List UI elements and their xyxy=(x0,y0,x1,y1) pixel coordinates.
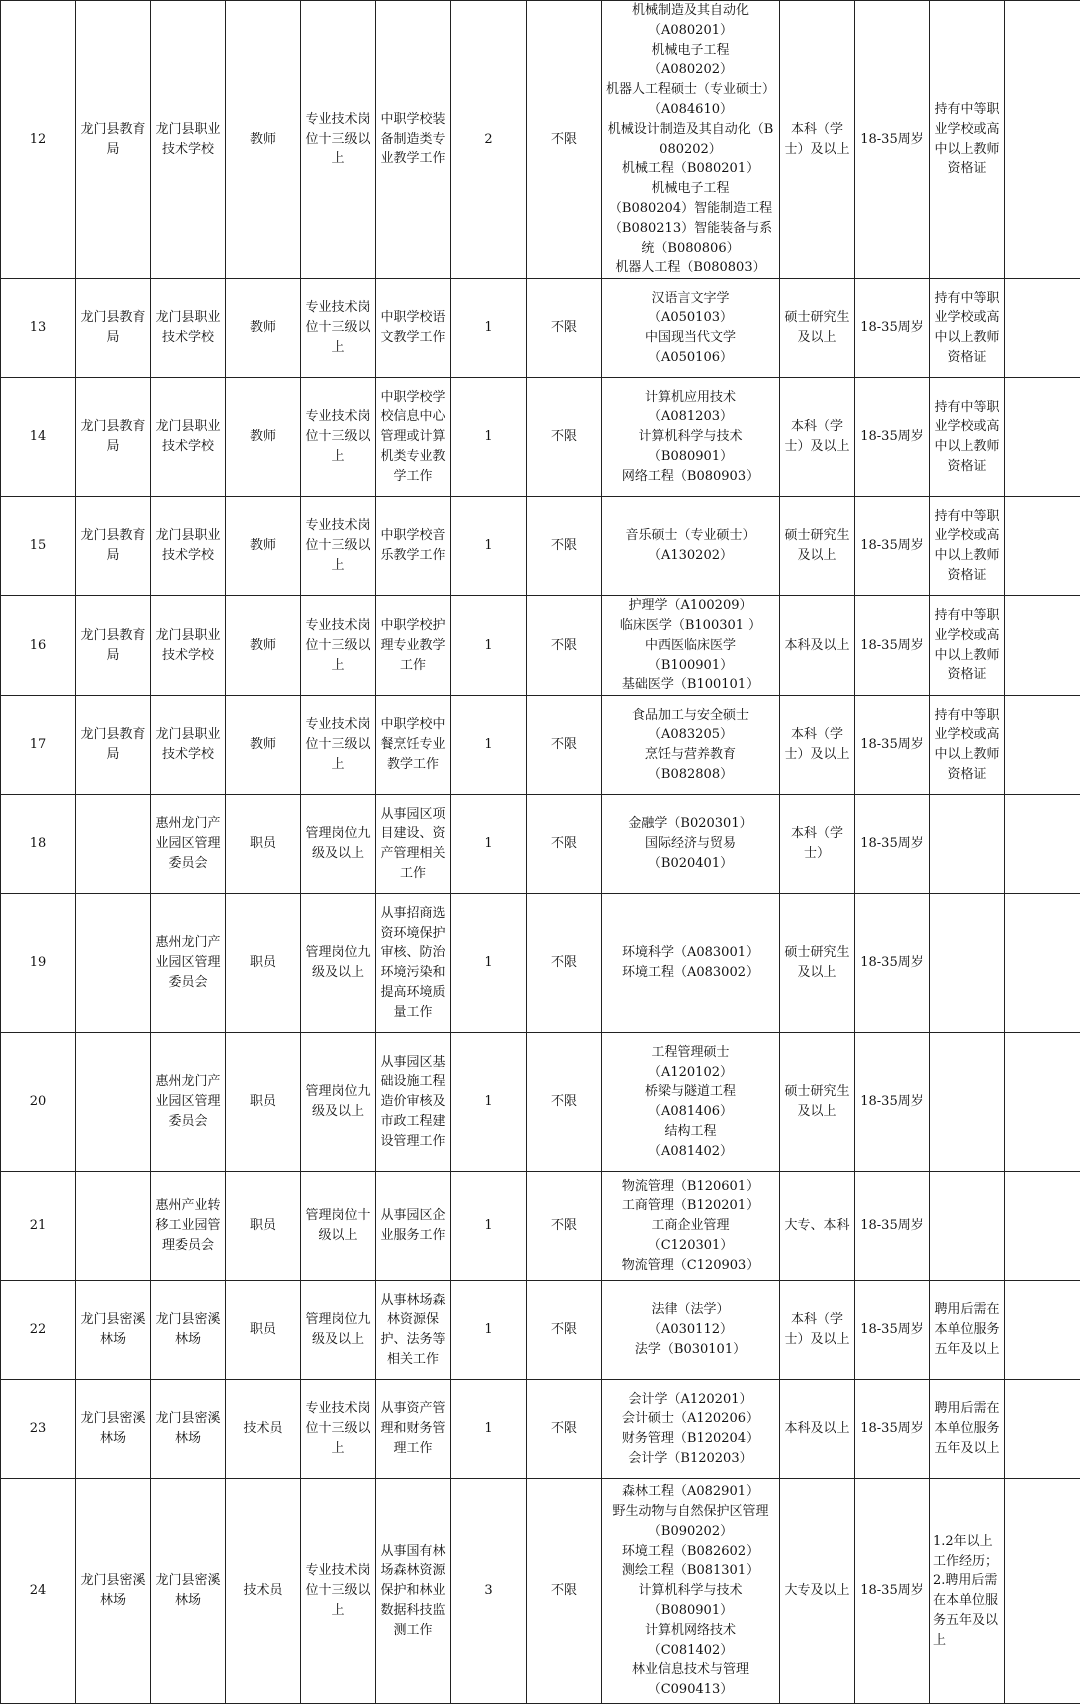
hiring-unit: 龙门县职业技术学校 xyxy=(151,696,226,795)
hiring-unit: 龙门县密溪林场 xyxy=(151,1479,226,1704)
hiring-department: 龙门县教育局 xyxy=(76,596,151,696)
other-requirement: 1.2年以上工作经历； 2.聘用后需在本单位服务五年及以上 xyxy=(930,1479,1005,1704)
recruit-scope: 不限 xyxy=(527,596,602,696)
recruit-scope: 不限 xyxy=(527,1033,602,1172)
blank-cell xyxy=(1005,497,1080,596)
major-requirement: 机械制造及其自动化 （A080201） 机械电子工程 （A080202） 机器人工程硕士（专业硕士）（A084610） 机械设计制造及其自动化（B080202） 机械工程（B080201） 机械电子工程 （B080204）智能制造工程（B080213）智能装备与系统（B080806） 机器人工程（B080803） xyxy=(602,1,780,279)
blank-cell xyxy=(1005,1479,1080,1704)
position-type: 职员 xyxy=(226,795,301,894)
seq-number: 12 xyxy=(1,1,76,279)
blank-cell xyxy=(1005,894,1080,1033)
age-requirement: 18-35周岁 xyxy=(855,279,930,378)
hiring-department xyxy=(76,1172,151,1281)
position-level: 管理岗位九级及以上 xyxy=(301,894,376,1033)
hiring-unit: 龙门县职业技术学校 xyxy=(151,497,226,596)
hiring-department: 龙门县教育局 xyxy=(76,279,151,378)
table-row xyxy=(1,1,1080,279)
position-type: 教师 xyxy=(226,696,301,795)
table-body xyxy=(1,1,1080,1704)
age-requirement: 18-35周岁 xyxy=(855,1172,930,1281)
position-type: 教师 xyxy=(226,596,301,696)
job-duty: 从事林场森林资源保护、法务等相关工作 xyxy=(376,1281,451,1380)
major-requirement: 法律（法学） （A030112） 法学（B030101） xyxy=(602,1281,780,1380)
hiring-unit: 龙门县职业技术学校 xyxy=(151,378,226,497)
seq-number: 22 xyxy=(1,1281,76,1380)
table-row xyxy=(1,1033,1080,1172)
position-type: 教师 xyxy=(226,1,301,279)
blank-cell xyxy=(1005,378,1080,497)
hiring-department xyxy=(76,795,151,894)
seq-number: 15 xyxy=(1,497,76,596)
blank-cell xyxy=(1005,696,1080,795)
hiring-unit: 惠州龙门产业园区管理委员会 xyxy=(151,894,226,1033)
position-level: 管理岗位九级及以上 xyxy=(301,795,376,894)
other-requirement xyxy=(930,1172,1005,1281)
hiring-unit: 惠州产业转移工业园管理委员会 xyxy=(151,1172,226,1281)
table-row xyxy=(1,279,1080,378)
age-requirement: 18-35周岁 xyxy=(855,1033,930,1172)
other-requirement: 持有中等职业学校或高中以上教师资格证 xyxy=(930,497,1005,596)
hiring-department: 龙门县教育局 xyxy=(76,497,151,596)
hiring-unit: 龙门县密溪林场 xyxy=(151,1380,226,1479)
education-requirement: 硕士研究生及以上 xyxy=(780,279,855,378)
headcount: 1 xyxy=(451,279,527,378)
age-requirement: 18-35周岁 xyxy=(855,1380,930,1479)
major-requirement: 物流管理（B120601） 工商管理（B120201） 工商企业管理 （C120301） 物流管理（C120903） xyxy=(602,1172,780,1281)
hiring-department: 龙门县教育局 xyxy=(76,696,151,795)
other-requirement xyxy=(930,1033,1005,1172)
seq-number: 21 xyxy=(1,1172,76,1281)
position-level: 专业技术岗位十三级以上 xyxy=(301,1,376,279)
position-type: 教师 xyxy=(226,497,301,596)
education-requirement: 硕士研究生及以上 xyxy=(780,894,855,1033)
recruit-scope: 不限 xyxy=(527,1,602,279)
hiring-unit: 龙门县职业技术学校 xyxy=(151,1,226,279)
position-level: 专业技术岗位十三级以上 xyxy=(301,279,376,378)
major-requirement: 金融学（B020301） 国际经济与贸易 （B020401） xyxy=(602,795,780,894)
recruit-scope: 不限 xyxy=(527,497,602,596)
education-requirement: 本科（学士） xyxy=(780,795,855,894)
age-requirement: 18-35周岁 xyxy=(855,497,930,596)
major-requirement: 计算机应用技术 （A081203） 计算机科学与技术 （B080901） 网络工程（B080903） xyxy=(602,378,780,497)
hiring-unit: 龙门县密溪林场 xyxy=(151,1281,226,1380)
blank-cell xyxy=(1005,795,1080,894)
age-requirement: 18-35周岁 xyxy=(855,1281,930,1380)
position-level: 管理岗位九级及以上 xyxy=(301,1281,376,1380)
other-requirement: 持有中等职业学校或高中以上教师资格证 xyxy=(930,279,1005,378)
job-duty: 从事招商选资环境保护审核、防治环境污染和提高环境质量工作 xyxy=(376,894,451,1033)
hiring-department: 龙门县教育局 xyxy=(76,378,151,497)
hiring-department xyxy=(76,1033,151,1172)
headcount: 1 xyxy=(451,596,527,696)
blank-cell xyxy=(1005,279,1080,378)
recruit-scope: 不限 xyxy=(527,1172,602,1281)
recruit-scope: 不限 xyxy=(527,795,602,894)
education-requirement: 大专、本科 xyxy=(780,1172,855,1281)
table-row xyxy=(1,1479,1080,1704)
other-requirement: 持有中等职业学校或高中以上教师资格证 xyxy=(930,596,1005,696)
other-requirement: 聘用后需在本单位服务五年及以上 xyxy=(930,1380,1005,1479)
headcount: 1 xyxy=(451,1281,527,1380)
major-requirement: 会计学（A120201） 会计硕士（A120206） 财务管理（B120204） 会计学（B120203） xyxy=(602,1380,780,1479)
age-requirement: 18-35周岁 xyxy=(855,894,930,1033)
seq-number: 23 xyxy=(1,1380,76,1479)
other-requirement: 持有中等职业学校或高中以上教师资格证 xyxy=(930,696,1005,795)
recruit-scope: 不限 xyxy=(527,279,602,378)
recruit-scope: 不限 xyxy=(527,894,602,1033)
blank-cell xyxy=(1005,1380,1080,1479)
recruit-scope: 不限 xyxy=(527,696,602,795)
table-row xyxy=(1,1172,1080,1281)
headcount: 1 xyxy=(451,1033,527,1172)
other-requirement: 持有中等职业学校或高中以上教师资格证 xyxy=(930,1,1005,279)
table-row xyxy=(1,795,1080,894)
hiring-unit: 龙门县职业技术学校 xyxy=(151,279,226,378)
other-requirement xyxy=(930,894,1005,1033)
major-requirement: 工程管理硕士 （A120102） 桥梁与隧道工程 （A081406） 结构工程 （A081402） xyxy=(602,1033,780,1172)
position-level: 专业技术岗位十三级以上 xyxy=(301,497,376,596)
job-duty: 从事园区项目建设、资产管理相关工作 xyxy=(376,795,451,894)
hiring-department: 龙门县密溪林场 xyxy=(76,1281,151,1380)
position-type: 教师 xyxy=(226,279,301,378)
job-duty: 从事园区基础设施工程造价审核及市政工程建设管理工作 xyxy=(376,1033,451,1172)
seq-number: 18 xyxy=(1,795,76,894)
age-requirement: 18-35周岁 xyxy=(855,1,930,279)
age-requirement: 18-35周岁 xyxy=(855,696,930,795)
position-type: 职员 xyxy=(226,1281,301,1380)
other-requirement xyxy=(930,795,1005,894)
job-duty: 从事园区企业服务工作 xyxy=(376,1172,451,1281)
position-type: 职员 xyxy=(226,894,301,1033)
headcount: 1 xyxy=(451,497,527,596)
table-row xyxy=(1,378,1080,497)
major-requirement: 食品加工与安全硕士 （A083205） 烹饪与营养教育 （B082808） xyxy=(602,696,780,795)
hiring-department: 龙门县教育局 xyxy=(76,1,151,279)
blank-cell xyxy=(1005,1,1080,279)
blank-cell xyxy=(1005,1281,1080,1380)
major-requirement: 护理学（A100209） 临床医学（B100301 ） 中西医临床医学 （B100901） 基础医学（B100101） xyxy=(602,596,780,696)
headcount: 1 xyxy=(451,1172,527,1281)
table-row xyxy=(1,696,1080,795)
job-duty: 中职学校装备制造类专业教学工作 xyxy=(376,1,451,279)
education-requirement: 本科（学士）及以上 xyxy=(780,1281,855,1380)
position-level: 专业技术岗位十三级以上 xyxy=(301,1479,376,1704)
major-requirement: 森林工程（A082901） 野生动物与自然保护区管理（B090202） 环境工程（B082602） 测绘工程（B081301） 计算机科学与技术 （B080901） 计算机网络技术 （C081402） 林业信息技术与管理 （C090413） xyxy=(602,1479,780,1704)
hiring-unit: 惠州龙门产业园区管理委员会 xyxy=(151,795,226,894)
recruit-scope: 不限 xyxy=(527,1380,602,1479)
position-level: 专业技术岗位十三级以上 xyxy=(301,696,376,795)
headcount: 1 xyxy=(451,1380,527,1479)
seq-number: 24 xyxy=(1,1479,76,1704)
table-row xyxy=(1,497,1080,596)
headcount: 1 xyxy=(451,696,527,795)
age-requirement: 18-35周岁 xyxy=(855,596,930,696)
position-level: 管理岗位十级以上 xyxy=(301,1172,376,1281)
blank-cell xyxy=(1005,596,1080,696)
seq-number: 14 xyxy=(1,378,76,497)
age-requirement: 18-35周岁 xyxy=(855,795,930,894)
position-type: 技术员 xyxy=(226,1479,301,1704)
headcount: 1 xyxy=(451,894,527,1033)
recruit-scope: 不限 xyxy=(527,1281,602,1380)
other-requirement: 聘用后需在本单位服务五年及以上 xyxy=(930,1281,1005,1380)
position-type: 职员 xyxy=(226,1172,301,1281)
seq-number: 20 xyxy=(1,1033,76,1172)
job-duty: 中职学校学校信息中心管理或计算机类专业教学工作 xyxy=(376,378,451,497)
headcount: 3 xyxy=(451,1479,527,1704)
seq-number: 13 xyxy=(1,279,76,378)
position-type: 教师 xyxy=(226,378,301,497)
position-level: 专业技术岗位十三级以上 xyxy=(301,596,376,696)
table-row xyxy=(1,894,1080,1033)
hiring-unit: 惠州龙门产业园区管理委员会 xyxy=(151,1033,226,1172)
seq-number: 16 xyxy=(1,596,76,696)
hiring-department: 龙门县密溪林场 xyxy=(76,1380,151,1479)
other-requirement: 持有中等职业学校或高中以上教师资格证 xyxy=(930,378,1005,497)
job-duty: 从事资产管理和财务管理工作 xyxy=(376,1380,451,1479)
seq-number: 19 xyxy=(1,894,76,1033)
headcount: 2 xyxy=(451,1,527,279)
table-row xyxy=(1,1281,1080,1380)
position-level: 专业技术岗位十三级以上 xyxy=(301,378,376,497)
position-type: 职员 xyxy=(226,1033,301,1172)
job-duty: 中职学校音乐教学工作 xyxy=(376,497,451,596)
age-requirement: 18-35周岁 xyxy=(855,1479,930,1704)
headcount: 1 xyxy=(451,795,527,894)
education-requirement: 本科（学士）及以上 xyxy=(780,696,855,795)
blank-cell xyxy=(1005,1033,1080,1172)
hiring-unit: 龙门县职业技术学校 xyxy=(151,596,226,696)
education-requirement: 本科及以上 xyxy=(780,596,855,696)
seq-number: 17 xyxy=(1,696,76,795)
education-requirement: 本科（学士）及以上 xyxy=(780,378,855,497)
age-requirement: 18-35周岁 xyxy=(855,378,930,497)
hiring-department: 龙门县密溪林场 xyxy=(76,1479,151,1704)
position-level: 专业技术岗位十三级以上 xyxy=(301,1380,376,1479)
position-level: 管理岗位九级及以上 xyxy=(301,1033,376,1172)
table-row xyxy=(1,596,1080,696)
job-duty: 中职学校语文教学工作 xyxy=(376,279,451,378)
job-duty: 中职学校中餐烹饪专业教学工作 xyxy=(376,696,451,795)
hiring-department xyxy=(76,894,151,1033)
table-row xyxy=(1,1380,1080,1479)
education-requirement: 本科及以上 xyxy=(780,1380,855,1479)
position-type: 技术员 xyxy=(226,1380,301,1479)
recruit-scope: 不限 xyxy=(527,1479,602,1704)
education-requirement: 大专及以上 xyxy=(780,1479,855,1704)
recruit-scope: 不限 xyxy=(527,378,602,497)
blank-cell xyxy=(1005,1172,1080,1281)
headcount: 1 xyxy=(451,378,527,497)
major-requirement: 汉语言文字学 （A050103） 中国现当代文学 （A050106） xyxy=(602,279,780,378)
job-duty: 从事国有林场森林资源保护和林业数据科技监测工作 xyxy=(376,1479,451,1704)
education-requirement: 硕士研究生及以上 xyxy=(780,497,855,596)
education-requirement: 本科（学士）及以上 xyxy=(780,1,855,279)
job-duty: 中职学校护理专业教学工作 xyxy=(376,596,451,696)
major-requirement: 环境科学（A083001） 环境工程（A083002） xyxy=(602,894,780,1033)
major-requirement: 音乐硕士（专业硕士） （A130202） xyxy=(602,497,780,596)
education-requirement: 硕士研究生及以上 xyxy=(780,1033,855,1172)
